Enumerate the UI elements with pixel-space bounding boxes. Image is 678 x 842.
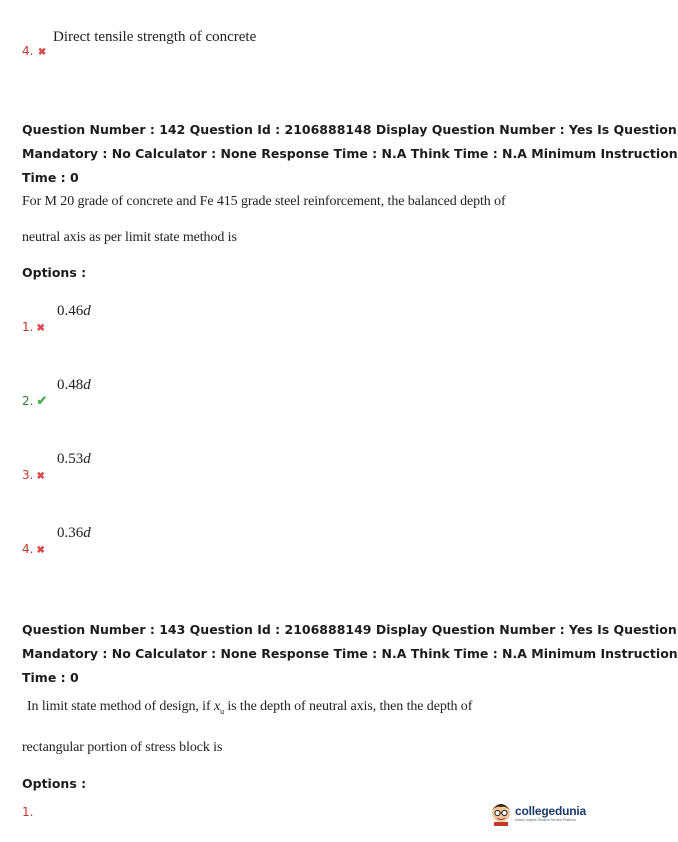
q143-header-line3: Time : 0: [22, 670, 79, 685]
q142-text-line2: neutral axis as per limit state method is: [22, 230, 237, 245]
q142-option-1-marker: [22, 318, 45, 336]
option-value-variable: d: [83, 377, 91, 393]
wrong-icon: ✖: [36, 323, 45, 334]
q143-option-1-number: 1.: [22, 805, 34, 819]
option-number: 2.: [22, 394, 34, 408]
logo-name: collegedunia: [515, 804, 586, 818]
q143-header-line1: Question Number : 143 Question Id : 2106888149 Display Question Number : Yes Is Question: [22, 622, 677, 637]
q142-text-line1: For M 20 grade of concrete and Fe 415 grade steel reinforcement, the balanced depth of: [22, 194, 506, 209]
q143-text-line2: rectangular portion of stress block is: [22, 740, 223, 755]
prev-option-number: 4.: [22, 44, 34, 58]
option-number: 3.: [22, 468, 34, 482]
q142-option-3-marker: [22, 466, 45, 484]
question-143-header: [22, 618, 678, 690]
q143-text-part2: is the depth of neutral axis, then the depth of: [223, 699, 473, 714]
option-number: 1.: [22, 320, 34, 334]
q142-header-line2: Mandatory : No Calculator : None Response Time : N.A Think Time : N.A Minimum Instruction: [22, 146, 678, 161]
option-value-variable: d: [83, 303, 91, 319]
wrong-icon: ✖: [36, 471, 45, 482]
q142-header-line1: Question Number : 142 Question Id : 2106888148 Display Question Number : Yes Is Question: [22, 122, 677, 137]
option-value-number: 0.48: [57, 377, 84, 393]
q142-header-line3: Time : 0: [22, 170, 79, 185]
q142-option-2-marker: [22, 392, 47, 410]
option-value-variable: d: [83, 525, 91, 541]
question-142-header: [22, 118, 678, 190]
logo-tagline: India's largest Student Review Platform: [515, 818, 576, 822]
wrong-icon: ✖: [36, 545, 45, 556]
q143-var: x: [213, 699, 221, 714]
option-value-number: 0.53: [57, 451, 84, 467]
q142-options-label: Options :: [22, 265, 87, 280]
q143-options-label: Options :: [22, 776, 87, 791]
q143-header-line2: Mandatory : No Calculator : None Response Time : N.A Think Time : N.A Minimum Instruction: [22, 646, 678, 661]
option-number: 4.: [22, 542, 34, 556]
prev-option-marker: [22, 42, 46, 60]
prev-option-text: Direct tensile strength of concrete: [53, 29, 257, 45]
q143-text-line1: [27, 699, 472, 716]
q143-var-subscript: u: [220, 706, 224, 716]
correct-check-icon: ✔: [36, 393, 48, 408]
q142-option-1-value: [57, 303, 91, 320]
q143-text-part1: In limit state method of design, if: [27, 699, 214, 714]
option-value-variable: d: [83, 451, 91, 467]
mascot-icon: [490, 800, 512, 826]
q142-option-2-value: [57, 377, 91, 394]
option-value-number: 0.46: [57, 303, 84, 319]
q142-option-4-marker: [22, 540, 45, 558]
q142-option-3-value: [57, 451, 91, 468]
wrong-icon: ✖: [37, 47, 47, 58]
option-value-number: 0.36: [57, 525, 84, 541]
collegedunia-logo: [490, 800, 586, 826]
q142-option-4-value: [57, 525, 91, 542]
